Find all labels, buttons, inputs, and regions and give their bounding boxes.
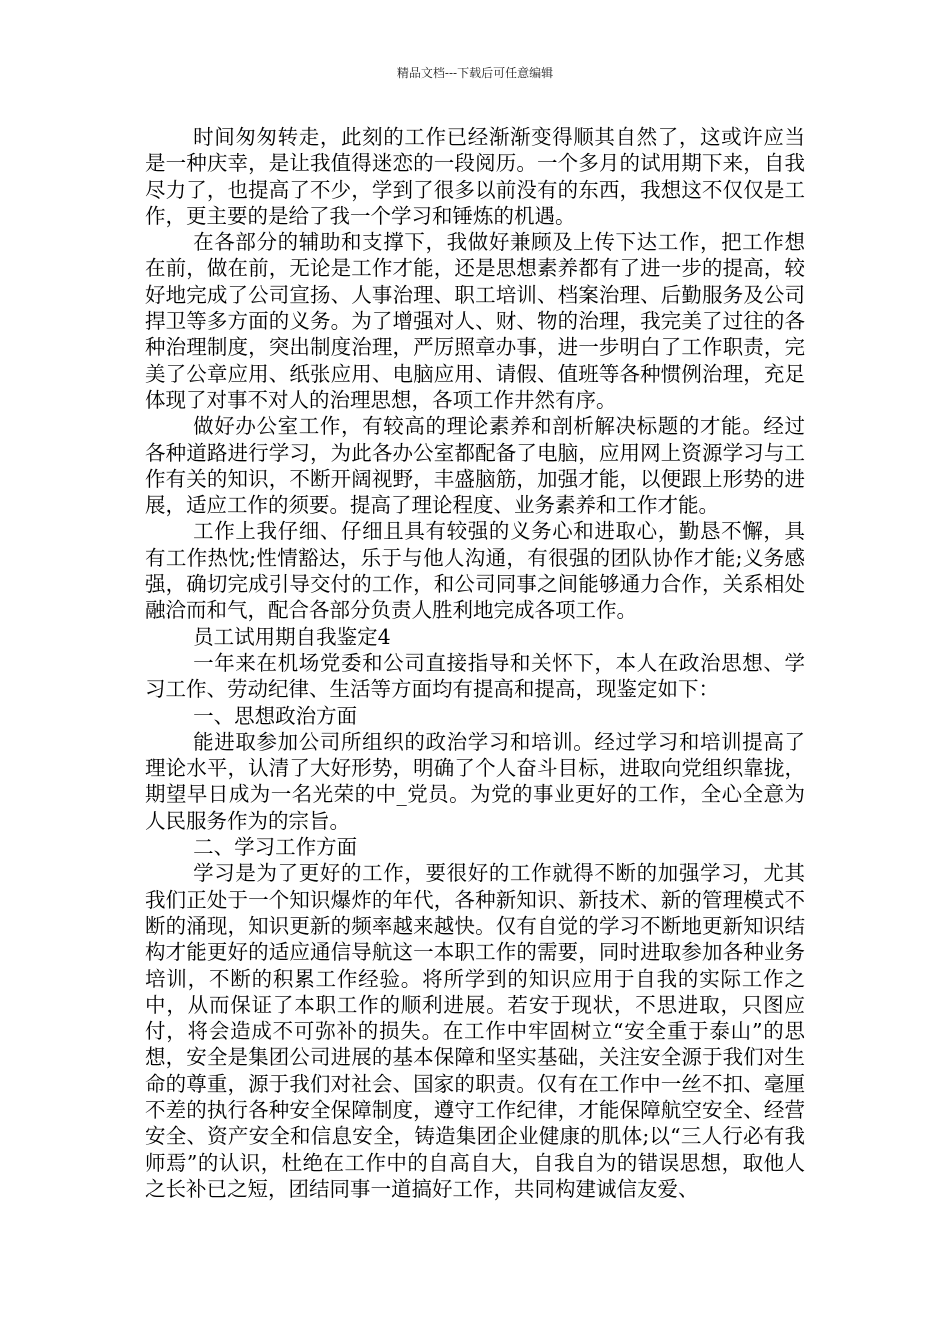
- body-paragraph: 做好办公室工作，有较高的理论素养和剖析解决标题的才能。经过各种道路进行学习，为此各办公室都配备了电脑，应用网上资源学习与工作有关的知识，不断开阔视野，丰盛脑筋，加强才能，以便跟上形势的进展，适应工作的须要。提高了理论程度、业务素养和工作才能。: [145, 414, 805, 518]
- section-heading: 二、学习工作方面: [193, 835, 358, 860]
- section-heading: 一、思想政治方面: [193, 703, 358, 728]
- document-body: [145, 124, 805, 1202]
- body-paragraph: 在各部分的辅助和支撑下，我做好兼顾及上传下达工作，把工作想在前，做在前，无论是工作才能，还是思想素养都有了进一步的提高，较好地完成了公司宣扬、人事治理、职工培训、档案治理、后勤服务及公司捍卫等多方面的义务。为了增强对人、财、物的治理，我完美了过往的各种治理制度，突出制度治理，严厉照章办事，进一步明白了工作职责，完美了公章应用、纸张应用、电脑应用、请假、值班等各种惯例治理，充足体现了对事不对人的治理思想，各项工作井然有序。: [145, 230, 805, 412]
- section-title: 员工试用期自我鉴定4: [193, 624, 391, 649]
- body-paragraph: 能进取参加公司所组织的政治学习和培训。经过学习和培训提高了理论水平，认清了大好形势，明确了个人奋斗目标，进取向党组织靠拢，期望早日成为一名光荣的中_党员。为党的事业更好的工作，全心全意为人民服务作为的宗旨。: [145, 729, 805, 833]
- body-paragraph: 工作上我仔细、仔细且具有较强的义务心和进取心，勤恳不懈，具有工作热忱;性情豁达，乐于与他人沟通，有很强的团队协作才能;义务感强，确切完成引导交付的工作，和公司同事之间能够通力合作，关系相处融洽而和气，配合各部分负责人胜利地完成各项工作。: [145, 519, 805, 623]
- body-paragraph: 时间匆匆转走，此刻的工作已经渐渐变得顺其自然了，这或许应当是一种庆幸，是让我值得迷恋的一段阅历。一个多月的试用期下来，自我尽力了，也提高了不少，学到了很多以前没有的东西，我想这不仅仅是工作，更主要的是给了我一个学习和锤炼的机遇。: [145, 125, 805, 228]
- body-paragraph: 一年来在机场党委和公司直接指导和关怀下，本人在政治思想、学习工作、劳动纪律、生活等方面均有提高和提高，现鉴定如下：: [145, 650, 805, 702]
- page-header: 精品文档---下载后可任意编辑: [396, 66, 554, 80]
- body-paragraph: 学习是为了更好的工作，要很好的工作就得不断的加强学习，尤其我们正处于一个知识爆炸的年代，各种新知识、新技术、新的管理模式不断的涌现，知识更新的频率越来越快。仅有自觉的学习不断地更新知识结构才能更好的适应通信导航这一本职工作的需要，同时进取参加各种业务培训，不断的积累工作经验。将所学到的知识应用于自我的实际工作之中，从而保证了本职工作的顺利进展。若安于现状，不思进取，只图应付，将会造成不可弥补的损失。在工作中牢固树立“安全重于泰山”的思想，安全是集团公司进展的基本保障和坚实基础，关注安全源于我们对生命的尊重，源于我们对社会、国家的职责。仅有在工作中一丝不扣、毫厘不差的执行各种安全保障制度，遵守工作纪律，才能保障航空安全、经营安全、资产安全和信息安全，铸造集团企业健康的肌体;以“三人行必有我师焉”的认识，杜绝在工作中的自高自大，自我自为的错误思想，取他人之长补已之短，团结同事一道搞好工作，共同构建诚信友爱、: [145, 861, 805, 1201]
